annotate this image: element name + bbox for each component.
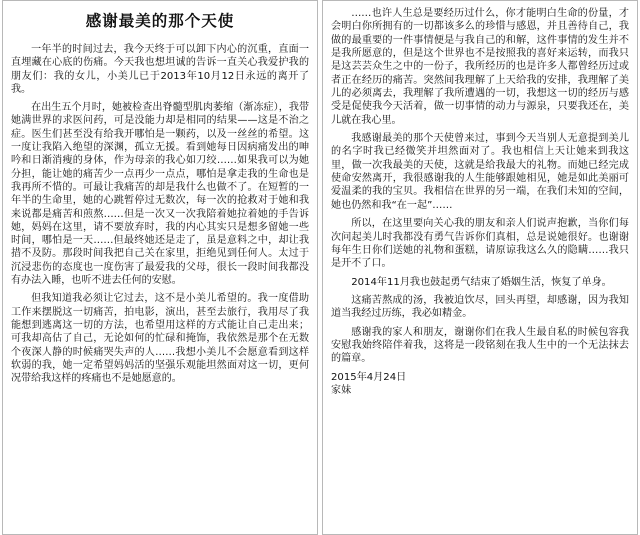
paragraph: 但我知道我必须让它过去，这不是小美儿希望的。我一度借助工作来摆脱这一切痛苦，拍电影，演出，甚至去旅行，我用尽了我能想到逃离这一切的方法，也希望用这样的方式能让自己走出来；可我却高估了自己，无论如何的忙碌和掩饰，我依然是那个在无数个夜深人静的时候痛哭失声的人……我想小美儿不会愿意看到这样软弱的我，她一定希望妈妈活的坚强乐观能坦然面对这一切，更何况带给我这样的疼痛也不是她愿意的。 xyxy=(11,293,309,385)
paragraph: 在出生五个月时，她被检查出脊髓型肌肉萎缩（渐冻症），我带她满世界的求医问药，可是没能力却是相同的结果——这是不治之症。医生们甚至没有给我开哪怕是一颗药，以及一丝丝的希望。这一度让我陷入绝望的深渊，孤立无援。看到她每日因病痛发出的呻吟和日渐消瘦的身体，作为母亲的我心如刀绞……如果我可以为她分担，能让她的痛苦少一点再少一点点，哪怕是拿走我的生命也是我再所不惜的。可最让我痛苦的却是我什么也做不了。在短暂的一年半的生命里，她的心跳暂停过无数次，每一次的抢救对于她和我来说都是痛苦和煎熬……但是一次又一次我陪着她拉着她的手告诉她，妈妈在这里，请不要放弃时，我的内心其实只是想多留她一些时间，哪怕是一天……但最终她还是走了，虽是意料之中，却让我措不及防。那段时间我把自己关在家里，拒绝见到任何人。太过于沉浸悲伤的态度也一度伤害了最爱我的父母，很长一段时间我都没有办法入睡，也听不进去任何的安慰。 xyxy=(11,102,309,287)
paragraph: 感谢我的家人和朋友，谢谢你们在我人生最自私的时候包容我安慰我始终陪伴着我，这将是一段铭刻在我人生中的一个无法抹去的篇章。 xyxy=(331,326,629,365)
paragraph: ……也许人生总是要经历过什么，你才能明白生命的份量，才会明白你所拥有的一切都该多么的珍惜与感恩，并且善待自己，我做的最重要的一件事情便是与我自己的和解，这件事情的发生并不是我所愿意的，但是这个世界也不是按照我的喜好来运转，而我只是这芸芸众生之中的一份子，我所经历的也是许多人都曾经历过或者正在经历的痛苦。突然间我理解了上天给我的安排，我理解了美儿的必须离去，我理解了我所遭遇的一切，我想这一切的经历与感受是促使我今天活着，做一切事情的动力与源泉，只要我还在，美儿就在我心里。 xyxy=(331,8,629,126)
paragraph: 这痛苦熬成的汤，我被迫饮尽，回头再望，却感谢，因为我知道当我经过历练，我必如精金。 xyxy=(331,294,629,320)
paragraph: 所以，在这里要向关心我的朋友和亲人们说声抱歉，当你们每次问起美儿时我都没有勇气告诉你们真相，总是说她很好。也谢谢每年生日你们送她的礼物和蛋糕，请原谅我这么久的隐瞒……我只是开不了口。 xyxy=(331,218,629,270)
article-date: 2015年4月24日 xyxy=(331,371,407,383)
article-signature: 家妹 xyxy=(331,384,352,396)
article-title: 感谢最美的那个天使 xyxy=(85,12,235,30)
right-column xyxy=(322,0,638,535)
paragraph: 2014年11月我也鼓起勇气结束了婚姻生活，恢复了单身。 xyxy=(351,276,612,288)
paragraph: 一年半的时间过去，我今天终于可以卸下内心的沉重，直面一直埋藏在心底的伤痛。今天我也想坦诚的告诉一直关心我爱护我的朋友们：我的女儿，小美儿已于2013年10月12日永远的离开了我。 xyxy=(11,44,309,95)
left-column xyxy=(2,0,318,535)
paragraph: 我感谢最美的那个天使曾来过，事到今天当别人无意提到美儿的名字时我已经微笑并坦然面对了。我也相信上天让她来到我这里，做一次我最美的天使，这就是给我最大的礼物。而她已经完成使命安然离开，我很感谢我的人生能够跟她相见，她是如此美丽可爱温柔的我的宝贝。我相信在世界的另一端，在我们未知的空间，她也仍然和我“在一起”…… xyxy=(331,133,629,211)
